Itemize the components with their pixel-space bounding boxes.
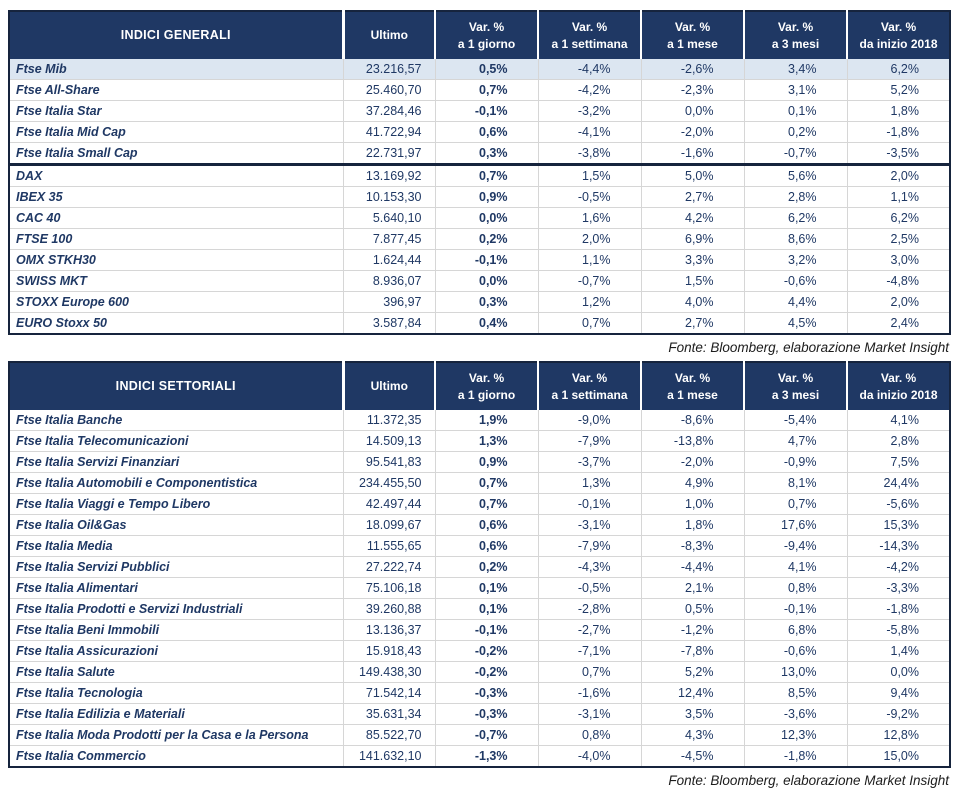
ultimo-value: 71.542,14 [343,683,435,704]
ultimo-value: 141.632,10 [343,746,435,768]
var-value-var-1-giorno: 0,9% [435,452,538,473]
var-value-var-1-giorno: 0,0% [435,208,538,229]
index-name: Ftse All-Share [9,80,343,101]
column-header-ultimo: Ultimo [343,362,435,410]
var-value-var-3-mesi: 8,6% [744,229,847,250]
ultimo-value: 18.099,67 [343,515,435,536]
table-row [9,250,950,271]
table-row [9,80,950,101]
var-value-var-da-inizio-2018: 1,8% [847,101,950,122]
var-value-var-1-giorno: 0,6% [435,515,538,536]
var-value-var-1-settimana: -4,0% [538,746,641,768]
var-value-var-da-inizio-2018: -4,2% [847,557,950,578]
indici-generali-section [8,10,949,355]
column-header-var-3-mesi: Var. % a 3 mesi [744,11,847,59]
column-header-var-da-inizio-2018: Var. % da inizio 2018 [847,362,950,410]
var-value-var-1-giorno: 0,6% [435,536,538,557]
var-value-var-1-mese: -2,0% [641,122,744,143]
var-value-var-da-inizio-2018: 2,0% [847,292,950,313]
var-value-var-3-mesi: -0,7% [744,143,847,165]
table-row [9,536,950,557]
var-value-var-da-inizio-2018: -3,3% [847,578,950,599]
var-value-var-3-mesi: -3,6% [744,704,847,725]
var-value-var-1-giorno: -0,2% [435,662,538,683]
var-value-var-1-mese: -13,8% [641,431,744,452]
table-row [9,410,950,431]
var-value-var-3-mesi: 0,1% [744,101,847,122]
ultimo-value: 13.169,92 [343,165,435,187]
var-value-var-1-settimana: 0,7% [538,662,641,683]
var-value-var-1-mese: 4,3% [641,725,744,746]
var-value-var-1-giorno: 0,1% [435,599,538,620]
ultimo-value: 396,97 [343,292,435,313]
ultimo-value: 15.918,43 [343,641,435,662]
table-row [9,292,950,313]
index-name: Ftse Italia Beni Immobili [9,620,343,641]
var-value-var-3-mesi: 0,8% [744,578,847,599]
ultimo-value: 11.372,35 [343,410,435,431]
index-name: EURO Stoxx 50 [9,313,343,335]
var-value-var-1-giorno: 0,3% [435,292,538,313]
var-value-var-da-inizio-2018: 15,3% [847,515,950,536]
var-value-var-da-inizio-2018: 2,5% [847,229,950,250]
index-name: Ftse Italia Alimentari [9,578,343,599]
var-value-var-1-settimana: -0,5% [538,187,641,208]
var-value-var-3-mesi: 2,8% [744,187,847,208]
var-value-var-1-settimana: 1,3% [538,473,641,494]
var-value-var-da-inizio-2018: 12,8% [847,725,950,746]
ultimo-value: 75.106,18 [343,578,435,599]
table-row [9,515,950,536]
var-value-var-1-mese: -8,3% [641,536,744,557]
ultimo-value: 25.460,70 [343,80,435,101]
ultimo-value: 5.640,10 [343,208,435,229]
var-value-var-da-inizio-2018: -5,8% [847,620,950,641]
var-value-var-da-inizio-2018: 2,8% [847,431,950,452]
table-row [9,187,950,208]
var-value-var-1-mese: 4,2% [641,208,744,229]
index-name: Ftse Italia Star [9,101,343,122]
index-name: CAC 40 [9,208,343,229]
var-value-var-1-settimana: -3,7% [538,452,641,473]
var-value-var-1-mese: -7,8% [641,641,744,662]
var-value-var-da-inizio-2018: 9,4% [847,683,950,704]
index-name: Ftse Italia Edilizia e Materiali [9,704,343,725]
ultimo-value: 149.438,30 [343,662,435,683]
var-value-var-3-mesi: -5,4% [744,410,847,431]
table-row [9,431,950,452]
index-name: Ftse Italia Oil&Gas [9,515,343,536]
var-value-var-da-inizio-2018: 15,0% [847,746,950,768]
var-value-var-1-mese: -2,0% [641,452,744,473]
var-value-var-3-mesi: -9,4% [744,536,847,557]
var-value-var-1-mese: 5,0% [641,165,744,187]
var-value-var-1-settimana: -2,8% [538,599,641,620]
indici-settoriali-title: INDICI SETTORIALI [9,362,343,410]
var-value-var-1-giorno: 0,0% [435,271,538,292]
table-row [9,746,950,768]
column-header-var-1-giorno: Var. % a 1 giorno [435,362,538,410]
indici-generali-title: INDICI GENERALI [9,11,343,59]
var-value-var-1-giorno: 0,7% [435,494,538,515]
table-row [9,122,950,143]
var-value-var-1-mese: -8,6% [641,410,744,431]
index-name: Ftse Italia Telecomunicazioni [9,431,343,452]
table-row [9,641,950,662]
ultimo-value: 39.260,88 [343,599,435,620]
var-value-var-3-mesi: -0,6% [744,641,847,662]
var-value-var-1-settimana: -0,7% [538,271,641,292]
index-name: FTSE 100 [9,229,343,250]
var-value-var-1-mese: 2,7% [641,313,744,335]
var-value-var-1-mese: 0,5% [641,599,744,620]
var-value-var-1-settimana: 1,6% [538,208,641,229]
var-value-var-1-mese: 1,8% [641,515,744,536]
var-value-var-1-giorno: 1,9% [435,410,538,431]
var-value-var-1-settimana: -1,6% [538,683,641,704]
var-value-var-1-mese: -4,5% [641,746,744,768]
var-value-var-da-inizio-2018: -3,5% [847,143,950,165]
var-value-var-1-settimana: -4,4% [538,59,641,80]
index-name: Ftse Italia Mid Cap [9,122,343,143]
table-row [9,662,950,683]
column-header-var-1-mese: Var. % a 1 mese [641,11,744,59]
var-value-var-1-settimana: -0,1% [538,494,641,515]
var-value-var-1-settimana: -0,5% [538,578,641,599]
var-value-var-3-mesi: 3,2% [744,250,847,271]
var-value-var-1-settimana: -4,1% [538,122,641,143]
var-value-var-3-mesi: 6,2% [744,208,847,229]
var-value-var-1-mese: 5,2% [641,662,744,683]
ultimo-value: 35.631,34 [343,704,435,725]
var-value-var-1-giorno: -0,3% [435,683,538,704]
var-value-var-1-settimana: -9,0% [538,410,641,431]
var-value-var-1-settimana: 0,7% [538,313,641,335]
index-name: Ftse Italia Commercio [9,746,343,768]
table-row [9,208,950,229]
index-name: Ftse Italia Tecnologia [9,683,343,704]
var-value-var-1-giorno: 0,7% [435,80,538,101]
var-value-var-1-settimana: -7,1% [538,641,641,662]
table-row [9,271,950,292]
var-value-var-1-mese: 12,4% [641,683,744,704]
ultimo-value: 11.555,65 [343,536,435,557]
var-value-var-da-inizio-2018: 24,4% [847,473,950,494]
column-header-var-1-settimana: Var. % a 1 settimana [538,362,641,410]
var-value-var-3-mesi: 17,6% [744,515,847,536]
var-value-var-1-giorno: 0,6% [435,122,538,143]
table-row [9,557,950,578]
var-value-var-da-inizio-2018: 2,0% [847,165,950,187]
var-value-var-1-settimana: 1,2% [538,292,641,313]
table-row [9,101,950,122]
index-name: Ftse Italia Media [9,536,343,557]
ultimo-value: 7.877,45 [343,229,435,250]
var-value-var-1-settimana: -3,8% [538,143,641,165]
var-value-var-1-mese: 2,1% [641,578,744,599]
var-value-var-3-mesi: 13,0% [744,662,847,683]
table-row [9,313,950,335]
var-value-var-3-mesi: 4,5% [744,313,847,335]
var-value-var-da-inizio-2018: 0,0% [847,662,950,683]
ultimo-value: 1.624,44 [343,250,435,271]
var-value-var-da-inizio-2018: -9,2% [847,704,950,725]
var-value-var-1-giorno: -0,1% [435,250,538,271]
indici-generali-table [8,10,951,335]
ultimo-value: 10.153,30 [343,187,435,208]
var-value-var-3-mesi: 6,8% [744,620,847,641]
var-value-var-1-giorno: -0,2% [435,641,538,662]
ultimo-value: 13.136,37 [343,620,435,641]
index-name: Ftse Mib [9,59,343,80]
var-value-var-1-settimana: 0,8% [538,725,641,746]
var-value-var-da-inizio-2018: 6,2% [847,208,950,229]
var-value-var-1-settimana: 2,0% [538,229,641,250]
var-value-var-3-mesi: 3,4% [744,59,847,80]
ultimo-value: 27.222,74 [343,557,435,578]
var-value-var-1-mese: 2,7% [641,187,744,208]
var-value-var-3-mesi: -0,6% [744,271,847,292]
column-header-var-da-inizio-2018: Var. % da inizio 2018 [847,11,950,59]
var-value-var-3-mesi: -1,8% [744,746,847,768]
ultimo-value: 95.541,83 [343,452,435,473]
table-row [9,578,950,599]
var-value-var-1-giorno: 0,7% [435,165,538,187]
table-row [9,59,950,80]
var-value-var-1-giorno: 1,3% [435,431,538,452]
var-value-var-da-inizio-2018: -1,8% [847,599,950,620]
table-row [9,704,950,725]
var-value-var-1-mese: 4,9% [641,473,744,494]
var-value-var-1-mese: -1,2% [641,620,744,641]
var-value-var-1-mese: 4,0% [641,292,744,313]
var-value-var-da-inizio-2018: -4,8% [847,271,950,292]
var-value-var-1-settimana: 1,1% [538,250,641,271]
var-value-var-1-giorno: -0,7% [435,725,538,746]
table-row [9,683,950,704]
var-value-var-3-mesi: -0,9% [744,452,847,473]
index-name: Ftse Italia Small Cap [9,143,343,165]
var-value-var-1-mese: -2,6% [641,59,744,80]
index-name: Ftse Italia Prodotti e Servizi Industriali [9,599,343,620]
index-name: DAX [9,165,343,187]
table-row [9,143,950,165]
ultimo-value: 37.284,46 [343,101,435,122]
header-row [9,362,950,410]
table-row [9,494,950,515]
var-value-var-da-inizio-2018: -14,3% [847,536,950,557]
header-row [9,11,950,59]
var-value-var-1-settimana: -3,1% [538,515,641,536]
index-name: Ftse Italia Viaggi e Tempo Libero [9,494,343,515]
var-value-var-3-mesi: 4,1% [744,557,847,578]
var-value-var-1-mese: -4,4% [641,557,744,578]
var-value-var-1-giorno: 0,9% [435,187,538,208]
var-value-var-da-inizio-2018: 7,5% [847,452,950,473]
var-value-var-1-giorno: -1,3% [435,746,538,768]
var-value-var-da-inizio-2018: 2,4% [847,313,950,335]
index-name: Ftse Italia Assicurazioni [9,641,343,662]
var-value-var-da-inizio-2018: 1,4% [847,641,950,662]
ultimo-value: 85.522,70 [343,725,435,746]
column-header-var-1-mese: Var. % a 1 mese [641,362,744,410]
var-value-var-3-mesi: 3,1% [744,80,847,101]
table-row [9,599,950,620]
ultimo-value: 41.722,94 [343,122,435,143]
index-name: STOXX Europe 600 [9,292,343,313]
var-value-var-da-inizio-2018: -5,6% [847,494,950,515]
var-value-var-3-mesi: 5,6% [744,165,847,187]
var-value-var-1-mese: -1,6% [641,143,744,165]
index-name: Ftse Italia Salute [9,662,343,683]
var-value-var-1-giorno: -0,1% [435,101,538,122]
index-name: Ftse Italia Moda Prodotti per la Casa e la Persona [9,725,343,746]
index-name: IBEX 35 [9,187,343,208]
var-value-var-da-inizio-2018: 1,1% [847,187,950,208]
var-value-var-3-mesi: 4,7% [744,431,847,452]
var-value-var-1-mese: 1,0% [641,494,744,515]
var-value-var-1-mese: 0,0% [641,101,744,122]
var-value-var-1-settimana: -7,9% [538,536,641,557]
table-row [9,473,950,494]
var-value-var-3-mesi: -0,1% [744,599,847,620]
var-value-var-1-giorno: 0,1% [435,578,538,599]
var-value-var-3-mesi: 8,1% [744,473,847,494]
var-value-var-1-giorno: -0,1% [435,620,538,641]
var-value-var-da-inizio-2018: -1,8% [847,122,950,143]
var-value-var-da-inizio-2018: 4,1% [847,410,950,431]
var-value-var-1-giorno: 0,2% [435,229,538,250]
var-value-var-da-inizio-2018: 5,2% [847,80,950,101]
var-value-var-3-mesi: 8,5% [744,683,847,704]
var-value-var-3-mesi: 0,2% [744,122,847,143]
var-value-var-1-mese: -2,3% [641,80,744,101]
ultimo-value: 14.509,13 [343,431,435,452]
ultimo-value: 234.455,50 [343,473,435,494]
var-value-var-1-giorno: 0,4% [435,313,538,335]
ultimo-value: 3.587,84 [343,313,435,335]
table-row [9,725,950,746]
var-value-var-1-giorno: 0,3% [435,143,538,165]
var-value-var-1-mese: 6,9% [641,229,744,250]
table-row [9,620,950,641]
var-value-var-1-settimana: -3,2% [538,101,641,122]
indici-settoriali-section [8,361,949,788]
column-header-ultimo: Ultimo [343,11,435,59]
var-value-var-1-giorno: 0,2% [435,557,538,578]
ultimo-value: 8.936,07 [343,271,435,292]
var-value-var-1-settimana: -4,3% [538,557,641,578]
var-value-var-1-settimana: -7,9% [538,431,641,452]
column-header-var-1-giorno: Var. % a 1 giorno [435,11,538,59]
index-name: SWISS MKT [9,271,343,292]
var-value-var-da-inizio-2018: 3,0% [847,250,950,271]
table-row [9,229,950,250]
source-note: Fonte: Bloomberg, elaborazione Market Insight [668,340,949,355]
var-value-var-1-mese: 3,3% [641,250,744,271]
var-value-var-1-giorno: 0,7% [435,473,538,494]
var-value-var-1-settimana: 1,5% [538,165,641,187]
index-name: Ftse Italia Servizi Pubblici [9,557,343,578]
var-value-var-1-giorno: 0,5% [435,59,538,80]
column-header-var-3-mesi: Var. % a 3 mesi [744,362,847,410]
ultimo-value: 42.497,44 [343,494,435,515]
var-value-var-3-mesi: 0,7% [744,494,847,515]
column-header-var-1-settimana: Var. % a 1 settimana [538,11,641,59]
var-value-var-1-mese: 3,5% [641,704,744,725]
var-value-var-1-settimana: -3,1% [538,704,641,725]
index-name: Ftse Italia Automobili e Componentistica [9,473,343,494]
var-value-var-1-settimana: -2,7% [538,620,641,641]
var-value-var-1-mese: 1,5% [641,271,744,292]
table-row [9,165,950,187]
index-name: Ftse Italia Servizi Finanziari [9,452,343,473]
var-value-var-1-giorno: -0,3% [435,704,538,725]
var-value-var-3-mesi: 12,3% [744,725,847,746]
source-note: Fonte: Bloomberg, elaborazione Market Insight [668,773,949,788]
var-value-var-da-inizio-2018: 6,2% [847,59,950,80]
indici-settoriali-table [8,361,951,768]
var-value-var-1-settimana: -4,2% [538,80,641,101]
ultimo-value: 23.216,57 [343,59,435,80]
ultimo-value: 22.731,97 [343,143,435,165]
index-name: OMX STKH30 [9,250,343,271]
var-value-var-3-mesi: 4,4% [744,292,847,313]
index-name: Ftse Italia Banche [16,413,123,427]
table-row [9,452,950,473]
